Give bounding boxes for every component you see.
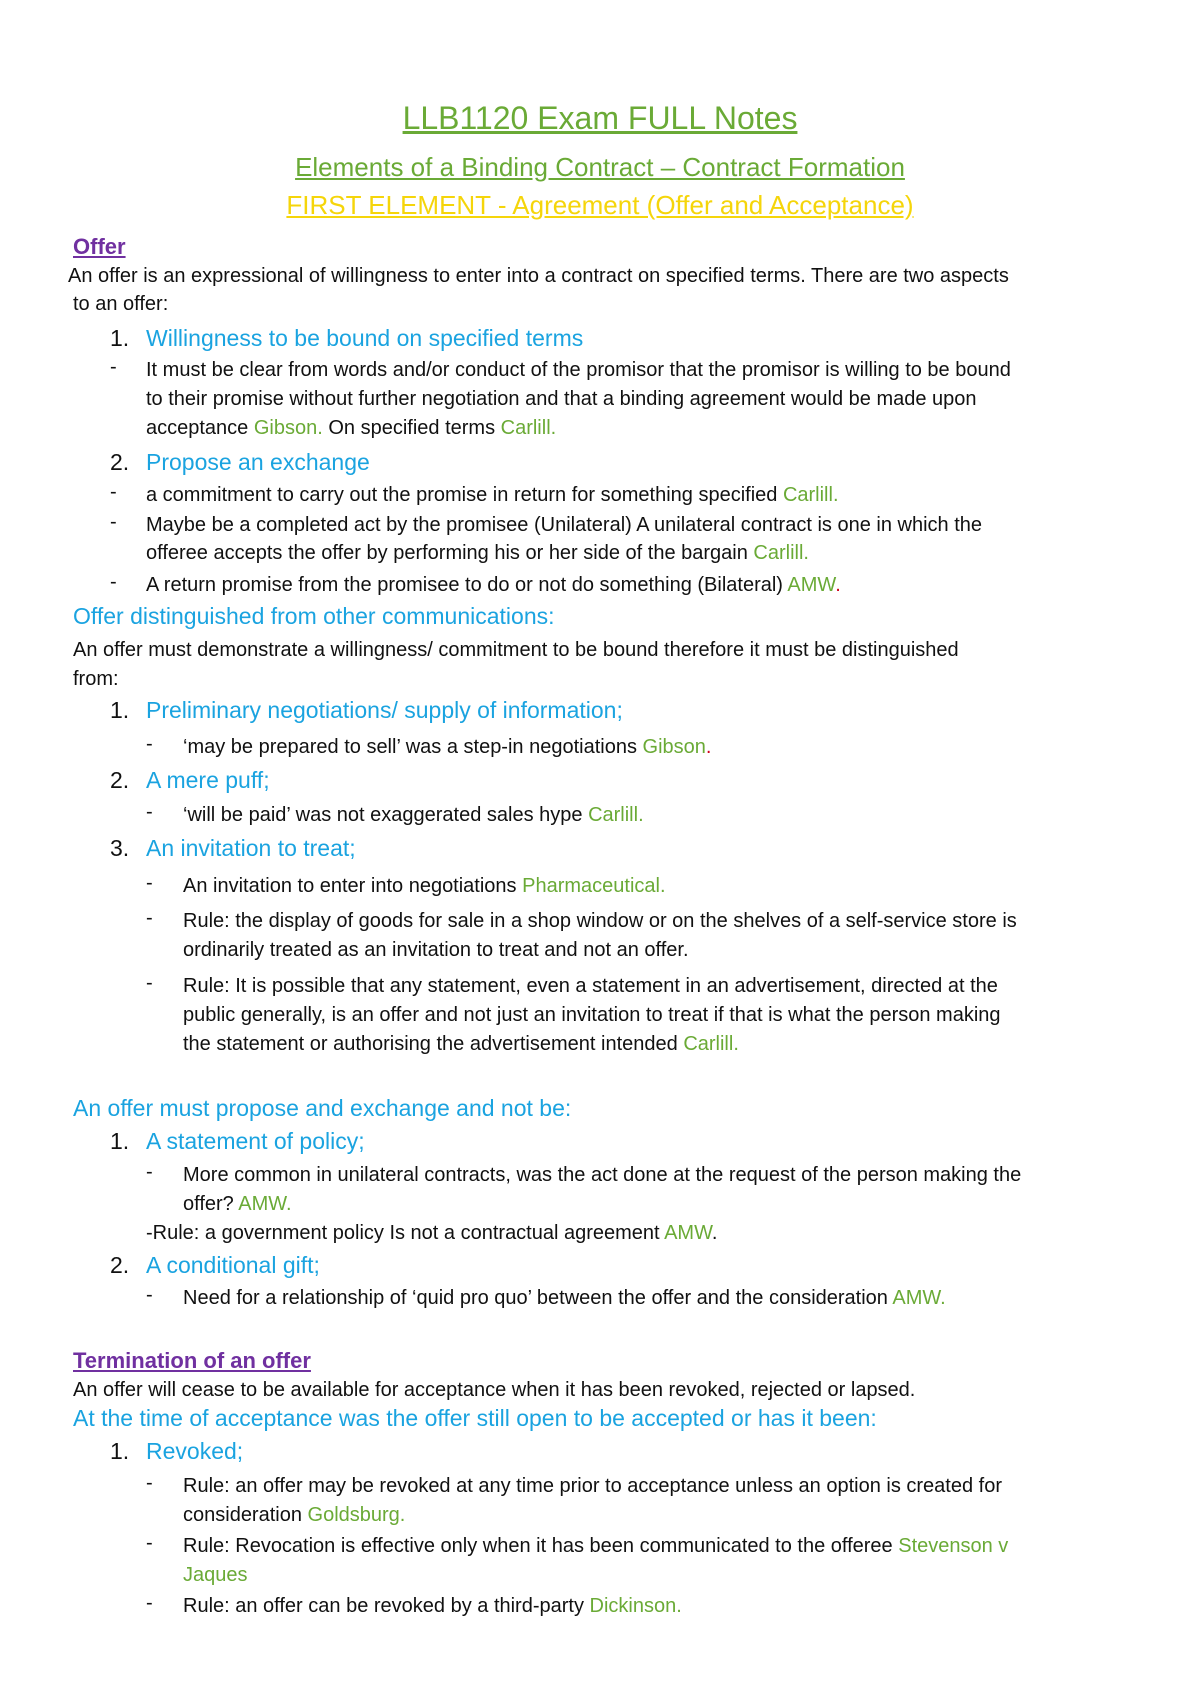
- propose-item-1-label: A statement of policy;: [146, 1128, 365, 1154]
- offer-item-1-label: Willingness to be bound on specified terms: [146, 325, 584, 351]
- distinguished-item-2-number: 2.: [110, 767, 130, 793]
- offer-item-2-bullet-1: a commitment to carry out the promise in return for something specified Carlill.: [146, 484, 839, 506]
- case-gibson: Gibson: [642, 736, 706, 758]
- case-gibson: Gibson.: [253, 417, 323, 439]
- bullet-dash: -: [146, 1532, 153, 1554]
- bullet-dash: -: [146, 1161, 153, 1183]
- termination-item-1-label: Revoked;: [146, 1438, 244, 1464]
- case-pharmaceutical: Pharmaceutical.: [522, 875, 666, 897]
- case-carlill: Carlill.: [588, 804, 644, 826]
- bullet-dash: -: [146, 872, 153, 894]
- offer-item-2-number: 2.: [110, 449, 130, 475]
- offer-intro-line-1: An offer is an expressional of willingness to enter into a contract on specified terms. There are two aspects: [68, 265, 1009, 287]
- section-title-first-element: FIRST ELEMENT - Agreement (Offer and Acceptance): [286, 190, 914, 220]
- case-dickinson: Dickinson.: [589, 1595, 682, 1617]
- distinguished-intro-line-2: from:: [73, 668, 119, 690]
- distinguished-item-2-bullet: ‘will be paid’ was not exaggerated sales hype Carlill.: [183, 804, 644, 826]
- case-amw: AMW.: [892, 1287, 946, 1309]
- case-carlill: Carlill.: [683, 1033, 739, 1055]
- case-amw: AMW.: [238, 1193, 292, 1215]
- bullet-dash: -: [110, 356, 117, 378]
- bullet-dash: -: [146, 972, 153, 994]
- propose-item-1-bullet-line-2: offer? AMW.: [183, 1193, 292, 1215]
- propose-item-2-label: A conditional gift;: [146, 1252, 320, 1278]
- termination-intro: An offer will cease to be available for acceptance when it has been revoked, rejected or lapsed.: [73, 1379, 916, 1401]
- distinguished-heading: Offer distinguished from other communications:: [73, 603, 555, 629]
- distinguished-item-2-label: A mere puff;: [146, 767, 270, 793]
- termination-question: At the time of acceptance was the offer still open to be accepted or has it been:: [73, 1405, 877, 1431]
- page-subtitle: Elements of a Binding Contract – Contract Formation: [295, 152, 905, 182]
- distinguished-item-3-label: An invitation to treat;: [146, 835, 356, 861]
- distinguished-intro-line-1: An offer must demonstrate a willingness/ commitment to be bound therefore it must be distinguished: [73, 639, 959, 661]
- distinguished-item-3-bullet-3-line-3: the statement or authorising the advertisement intended Carlill.: [183, 1033, 739, 1055]
- case-carlill: Carlill.: [782, 484, 839, 506]
- distinguished-item-3-bullet-3-line-2: public generally, is an offer and not just an invitation to treat if that is what the person making: [183, 1004, 1001, 1026]
- termination-item-1-bullet-2-line-2: Jaques: [183, 1564, 248, 1586]
- termination-item-1-number: 1.: [110, 1438, 130, 1464]
- termination-item-1-bullet-1-line-1: Rule: an offer may be revoked at any time prior to acceptance unless an option is created for: [183, 1475, 1002, 1497]
- distinguished-item-1-bullet: ‘may be prepared to sell’ was a step-in negotiations Gibson.: [183, 736, 712, 758]
- offer-item-1-bullet-line-1: It must be clear from words and/or conduct of the promisor that the promisor is willing to be bound: [146, 359, 1011, 381]
- case-goldsburg: Goldsburg.: [307, 1504, 406, 1526]
- offer-item-2-bullet-3: A return promise from the promisee to do or not do something (Bilateral) AMW.: [146, 574, 841, 596]
- case-carlill: Carlill.: [753, 542, 809, 564]
- termination-heading: Termination of an offer: [73, 1348, 311, 1373]
- distinguished-item-1-number: 1.: [110, 697, 130, 723]
- bullet-dash: -: [146, 1284, 153, 1306]
- bullet-dash: -: [110, 571, 117, 593]
- offer-item-2-bullet-2-line-2: offeree accepts the offer by performing his or her side of the bargain Carlill.: [146, 542, 809, 564]
- propose-item-1-bullet-line-1: More common in unilateral contracts, was the act done at the request of the person making the: [183, 1164, 1022, 1186]
- propose-item-1-rule: -Rule: a government policy Is not a contractual agreement AMW.: [146, 1222, 718, 1244]
- case-amw: AMW: [664, 1222, 712, 1244]
- propose-item-2-number: 2.: [110, 1252, 130, 1278]
- offer-item-2-bullet-2-line-1: Maybe be a completed act by the promisee (Unilateral) A unilateral contract is one in which the: [146, 514, 982, 536]
- propose-item-2-bullet: Need for a relationship of ‘quid pro quo’ between the offer and the consideration AMW.: [183, 1287, 946, 1309]
- bullet-dash: -: [146, 733, 153, 755]
- bullet-dash: -: [110, 511, 117, 533]
- propose-heading: An offer must propose and exchange and not be:: [73, 1095, 572, 1121]
- offer-intro-line-2: to an offer:: [73, 293, 169, 315]
- bullet-dash: -: [146, 1472, 153, 1494]
- offer-item-2-label: Propose an exchange: [146, 449, 370, 475]
- bullet-dash: -: [146, 1592, 153, 1614]
- distinguished-item-3-bullet-2-line-2: ordinarily treated as an invitation to treat and not an offer.: [183, 939, 689, 961]
- page-title: LLB1120 Exam FULL Notes: [402, 100, 798, 136]
- offer-item-1-bullet-line-2: to their promise without further negotiation and that a binding agreement would be made upon: [146, 388, 977, 410]
- offer-item-1-bullet-line-3: acceptance Gibson. On specified terms Carlill.: [146, 417, 557, 439]
- bullet-dash: -: [110, 481, 117, 503]
- termination-item-1-bullet-1-line-2: consideration Goldsburg.: [183, 1504, 406, 1526]
- offer-item-1-number: 1.: [110, 325, 130, 351]
- bullet-dash: -: [146, 801, 153, 823]
- distinguished-item-3-bullet-1: An invitation to enter into negotiations Pharmaceutical.: [183, 875, 666, 897]
- distinguished-item-3-bullet-3-line-1: Rule: It is possible that any statement, even a statement in an advertisement, directed at the: [183, 975, 998, 997]
- offer-heading: Offer: [73, 234, 126, 259]
- case-carlill: Carlill.: [500, 417, 557, 439]
- termination-item-1-bullet-3: Rule: an offer can be revoked by a third-party Dickinson.: [183, 1595, 682, 1617]
- case-stevenson: Stevenson v: [898, 1535, 1009, 1557]
- bullet-dash: -: [146, 907, 153, 929]
- case-amw: AMW: [787, 574, 836, 596]
- distinguished-item-3-number: 3.: [110, 835, 130, 861]
- distinguished-item-3-bullet-2-line-1: Rule: the display of goods for sale in a shop window or on the shelves of a self-service store is: [183, 910, 1017, 932]
- distinguished-item-1-label: Preliminary negotiations/ supply of information;: [146, 697, 623, 723]
- propose-item-1-number: 1.: [110, 1128, 130, 1154]
- termination-item-1-bullet-2-line-1: Rule: Revocation is effective only when it has been communicated to the offeree Stevenson v: [183, 1535, 1009, 1557]
